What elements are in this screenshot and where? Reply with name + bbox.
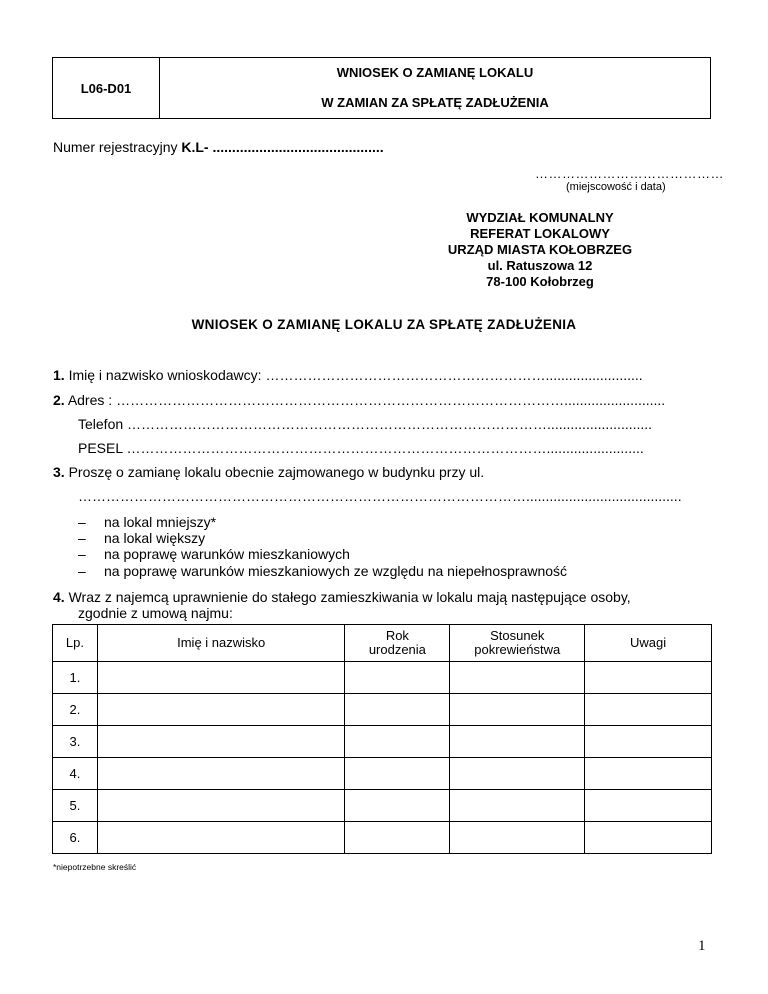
column-header-name: Imię i nazwisko (97, 625, 345, 662)
option-dash: – (78, 546, 86, 562)
table-row (53, 822, 712, 854)
notes-cell[interactable] (585, 758, 712, 790)
pesel-label: PESEL (78, 440, 127, 456)
form-header (52, 57, 711, 119)
q1-label: Imię i nazwisko wnioskodawcy: (68, 367, 266, 383)
birth-year-cell[interactable] (345, 790, 450, 822)
q2-number: 2. (53, 392, 65, 408)
registration-prefix: K.L- (181, 139, 213, 155)
row-number: 6. (53, 822, 98, 854)
name-cell[interactable] (97, 790, 345, 822)
birth-year-cell[interactable] (345, 694, 450, 726)
form-code: L06-D01 (53, 58, 160, 118)
option-text: na lokal większy (104, 530, 206, 546)
address-label: Adres : (67, 392, 117, 408)
address-row (53, 392, 713, 408)
exchange-request-row (53, 464, 713, 480)
header-title-line-2: W ZAMIAN ZA SPŁATĘ ZADŁUŻENIA (321, 95, 549, 110)
column-header-lp: Lp. (53, 625, 98, 662)
q3-label: Proszę o zamianę lokalu obecnie zajmowanego w budynku przy ul. (68, 464, 485, 480)
option-dash: – (78, 563, 86, 579)
option-larger-unit[interactable] (78, 530, 205, 546)
notes-cell[interactable] (585, 662, 712, 694)
relationship-cell[interactable] (450, 758, 585, 790)
registration-number (53, 139, 384, 155)
relationship-cell[interactable] (450, 694, 585, 726)
phone-field[interactable]: ………………………………………………………………………………........................... (127, 416, 653, 432)
option-text: na poprawę warunków mieszkaniowych ze względu na niepełnosprawność (104, 563, 568, 579)
table-row (53, 662, 712, 694)
form-header-title (160, 58, 710, 118)
name-cell[interactable] (97, 694, 345, 726)
option-smaller-unit[interactable] (78, 514, 216, 530)
option-dash: – (78, 514, 86, 530)
place-date-label: (miejscowość i data) (566, 181, 666, 193)
footnote: *niepotrzebne skreślić (53, 862, 137, 872)
recipient-line: 78-100 Kołobrzeg (486, 274, 594, 289)
street-field[interactable]: ……………………………………………………………………………………........................................ (78, 488, 682, 504)
pesel-row (78, 440, 713, 456)
row-number: 5. (53, 790, 98, 822)
column-header-notes: Uwagi (585, 625, 712, 662)
phone-label: Telefon (78, 416, 128, 432)
pesel-field[interactable]: ………………………………………………………………………………......................... (126, 440, 644, 456)
name-cell[interactable] (97, 758, 345, 790)
phone-row (78, 416, 713, 432)
row-number: 4. (53, 758, 98, 790)
recipient-line: URZĄD MIASTA KOŁOBRZEG (447, 242, 633, 257)
recipient-line: WYDZIAŁ KOMUNALNY (466, 210, 614, 225)
row-number: 2. (53, 694, 98, 726)
header-line: Stosunek (490, 628, 545, 643)
document-title: WNIOSEK O ZAMIANĘ LOKALU ZA SPŁATĘ ZADŁUŻENIA (191, 317, 577, 332)
column-header-birth-year (345, 625, 450, 662)
address-field[interactable]: …………………………………………………………………………………….......................... (116, 392, 666, 408)
name-cell[interactable] (97, 662, 345, 694)
household-members-intro (53, 589, 733, 605)
row-number: 3. (53, 726, 98, 758)
notes-cell[interactable] (585, 790, 712, 822)
place-date-field[interactable]: …………………………………… (535, 166, 724, 181)
name-cell[interactable] (97, 822, 345, 854)
recipient-line: ul. Ratuszowa 12 (487, 258, 593, 273)
relationship-cell[interactable] (450, 790, 585, 822)
q4-line-1: Wraz z najemcą uprawnienie do stałego zamieszkiwania w lokalu mają następujące osoby, (68, 589, 631, 605)
option-dash: – (78, 530, 86, 546)
recipient-line: REFERAT LOKALOWY (470, 226, 610, 241)
header-line: urodzenia (368, 642, 426, 657)
q4-line-2: zgodnie z umową najmu: (78, 605, 233, 621)
option-text: na poprawę warunków mieszkaniowych (104, 546, 350, 562)
relationship-cell[interactable] (450, 662, 585, 694)
q1-number: 1. (53, 367, 65, 383)
table-header-row (53, 625, 712, 662)
notes-cell[interactable] (585, 726, 712, 758)
notes-cell[interactable] (585, 694, 712, 726)
page-number: 1 (698, 938, 706, 954)
q4-number: 4. (53, 589, 65, 605)
birth-year-cell[interactable] (345, 726, 450, 758)
header-line: Rok (385, 628, 409, 643)
name-cell[interactable] (97, 726, 345, 758)
option-better-conditions[interactable] (78, 546, 350, 562)
column-header-relationship (450, 625, 585, 662)
table-row (53, 790, 712, 822)
table-row (53, 758, 712, 790)
option-text: na lokal mniejszy* (104, 514, 217, 530)
notes-cell[interactable] (585, 822, 712, 854)
applicant-name-field[interactable]: ……………………………………………………......................... (265, 367, 643, 383)
option-disability-conditions[interactable] (78, 563, 567, 579)
header-line: pokrewieństwa (474, 642, 561, 657)
header-title-line-1: WNIOSEK O ZAMIANĘ LOKALU (336, 65, 534, 80)
registration-label: Numer rejestracyjny (53, 139, 182, 155)
birth-year-cell[interactable] (345, 662, 450, 694)
q3-number: 3. (53, 464, 65, 480)
household-members-table (52, 624, 712, 854)
relationship-cell[interactable] (450, 822, 585, 854)
relationship-cell[interactable] (450, 726, 585, 758)
applicant-name-row (53, 367, 713, 383)
row-number: 1. (53, 662, 98, 694)
registration-field[interactable]: ............................................ (212, 139, 384, 155)
birth-year-cell[interactable] (345, 822, 450, 854)
birth-year-cell[interactable] (345, 758, 450, 790)
table-row (53, 726, 712, 758)
recipient-address (420, 210, 660, 290)
table-row (53, 694, 712, 726)
